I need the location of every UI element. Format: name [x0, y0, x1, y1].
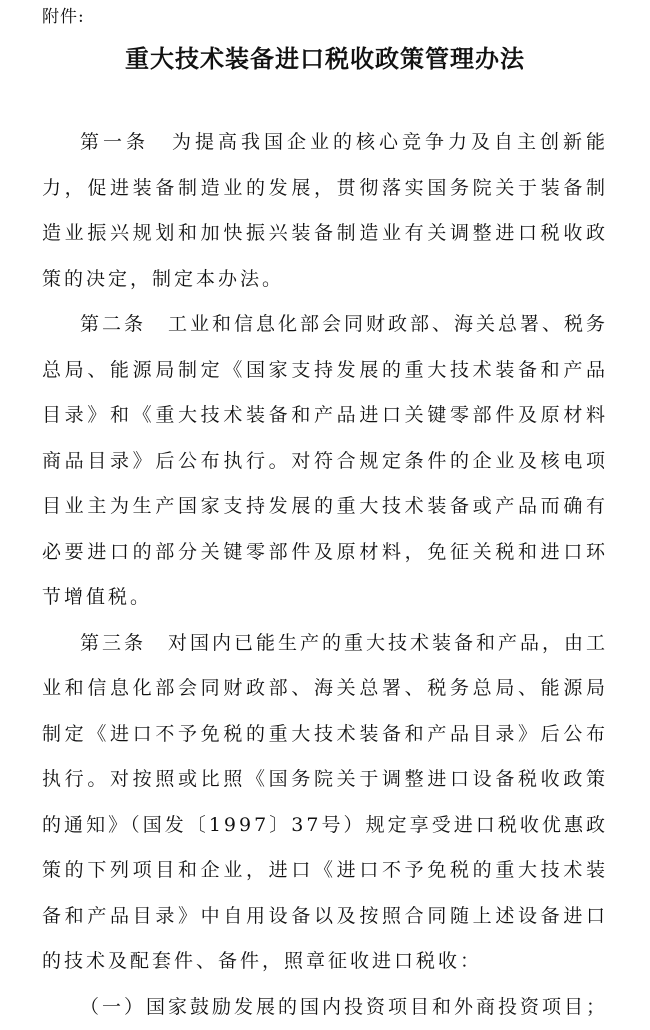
- article-1-paragraph: 第一条 为提高我国企业的核心竞争力及自主创新能力，促进装备制造业的发展，贯彻落实国务院关于装备制造业振兴规划和加快振兴装备制造业有关调整进口税收政策的决定，制定本办法。: [42, 120, 608, 302]
- document-body: [42, 120, 608, 1030]
- attachment-label: 附件:: [42, 4, 85, 30]
- document-title: 重大技术装备进口税收政策管理办法: [0, 40, 650, 78]
- article-2-paragraph: 第二条 工业和信息化部会同财政部、海关总署、税务总局、能源局制定《国家支持发展的重大技术装备和产品目录》和《重大技术装备和产品进口关键零部件及原材料商品目录》后公布执行。对符合规定条件的企业及核电项目业主为生产国家支持发展的重大技术装备或产品而确有必要进口的部分关键零部件及原材料，免征关税和进口环节增值税。: [42, 302, 608, 621]
- article-3-paragraph: 第三条 对国内已能生产的重大技术装备和产品，由工业和信息化部会同财政部、海关总署、税务总局、能源局制定《进口不予免税的重大技术装备和产品目录》后公布执行。对按照或比照《国务院关于调整进口设备税收政策的通知》（国发〔1997〕37号）规定享受进口税收优惠政策的下列项目和企业，进口《进口不予免税的重大技术装备和产品目录》中自用设备以及按照合同随上述设备进口的技术及配套件、备件，照章征收进口税收：: [42, 621, 608, 985]
- article-3-item-1: （一）国家鼓励发展的国内投资项目和外商投资项目；: [42, 985, 608, 1030]
